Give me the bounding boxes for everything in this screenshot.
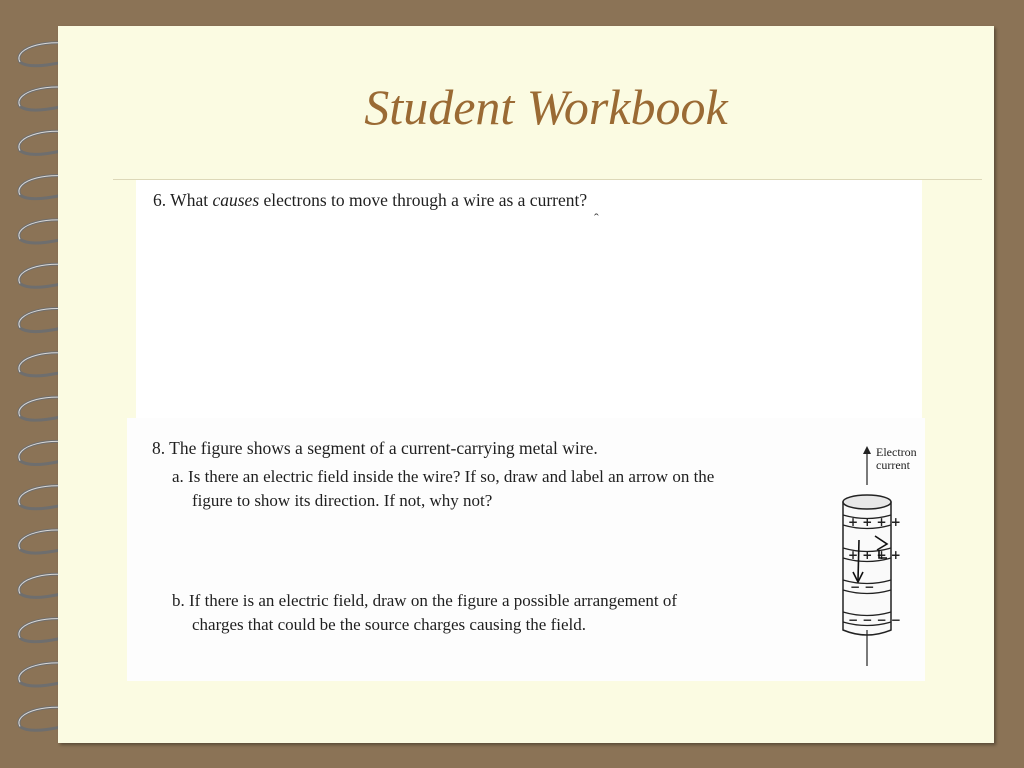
question-8-stem: 8. The figure shows a segment of a current-carrying metal wire. [152, 438, 598, 458]
svg-text:+ + + +: + + + + [848, 548, 901, 562]
question-8-panel [127, 418, 925, 681]
question-6-panel [136, 180, 922, 420]
question-8a: a. Is there an electric field inside the wire? If so, draw and label an arrow on the figure to show its direction. If not, why not? [172, 467, 715, 510]
question-8b: b. If there is an electric field, draw on the figure a possible arrangement of charges that could be the source charges causing the field. [172, 591, 678, 634]
question-6-text: 6. What causes electrons to move through a wire as a current? [153, 190, 588, 210]
svg-text:− − − −: − − − − [848, 613, 901, 627]
scan-mark: ˆ [594, 212, 599, 227]
wire-figure [827, 440, 927, 670]
page-title: Student Workbook [364, 79, 728, 135]
svg-text:− −: − − [850, 580, 875, 594]
svg-text:+ + + +: + + + + [848, 515, 901, 529]
electron-current-label: Electron current [876, 445, 917, 472]
